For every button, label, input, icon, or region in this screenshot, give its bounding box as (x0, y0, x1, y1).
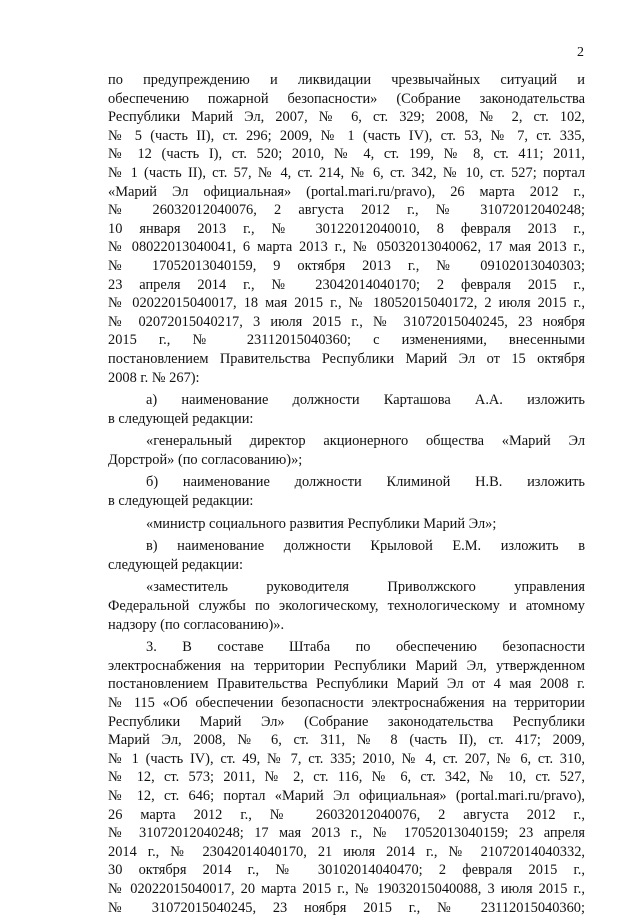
text-line: № 02022015040017, 20 марта 2015 г., № 19032015040088, 3 июля 2015 г., (108, 880, 585, 897)
text-line: № 1 (часть II), ст. 57, № 4, ст. 214, № 6, ст. 342, № 10, ст. 527; портал (108, 164, 585, 181)
text-line: 3. В составе Штаба по обеспечению безопасности (146, 639, 585, 656)
text-line: надзору (по согласованию)». (108, 616, 285, 633)
text-line: № 12, ст. 646; портал «Марий Эл официальная» (portal.mari.ru/pravo), (108, 787, 585, 804)
text-line: в) наименование должности Крыловой Е.М. изложить в (146, 538, 585, 555)
text-line: 2015 г., № 23112015040360; с изменениями, внесенными (108, 332, 585, 349)
text-line: 2014 г., № 23042014040170, 21 июля 2014 г., № 21072014040332, (108, 843, 585, 860)
text-line: по предупреждению и ликвидации чрезвычайных ситуаций и (108, 72, 585, 88)
text-line: 23 апреля 2014 г., № 23042014040170; 2 февраля 2015 г., (108, 276, 585, 293)
text-line: постановлением Правительства Республики Марий Эл от 4 мая 2008 г. (108, 676, 585, 693)
text-line: постановлением Правительства Республики Марий Эл от 15 октября (108, 350, 585, 367)
text-line: № 08022013040041, 6 марта 2013 г., № 05032013040062, 17 мая 2013 г., (108, 239, 585, 256)
text-line: 2008 г. № 267): (108, 369, 200, 386)
text-line: № 115 «Об обеспечении безопасности электроснабжения на территории (108, 695, 585, 711)
text-line: № 31072012040248; 17 мая 2013 г., № 17052013040159; 23 апреля (108, 825, 585, 842)
text-line: «министр социального развития Республики Марий Эл»; (146, 515, 497, 532)
text-line: 26 марта 2012 г., № 26032012040076, 2 августа 2012 г., (108, 806, 585, 823)
text-line: 10 января 2013 г., № 30122012040010, 8 февраля 2013 г., (108, 220, 585, 237)
text-line: Республики Марий Эл» (Собрание законодательства Республики (108, 713, 585, 730)
text-line: «заместитель руководителя Приволжского управления (146, 579, 585, 596)
text-line: № 1 (часть IV), ст. 49, № 7, ст. 335; 2010, № 4, ст. 207, № 6, ст. 310, (108, 750, 585, 767)
text-line: № 26032012040076, 2 августа 2012 г., № 31072012040248; (108, 202, 585, 219)
text-line: Дорстрой» (по согласованию)»; (108, 451, 303, 468)
document-body (108, 71, 585, 917)
page-number: 2 (577, 45, 584, 60)
text-line: электроснабжения на территории Республики Марий Эл, утвержденном (108, 657, 585, 674)
text-line: следующей редакции: (108, 556, 243, 573)
text-line: б) наименование должности Климиной Н.В. изложить (146, 474, 585, 491)
text-line: «Марий Эл официальная» (portal.mari.ru/pravo), 26 марта 2012 г., (108, 183, 585, 200)
text-line: Федеральной службы по экологическому, технологическому и атомному (108, 598, 585, 615)
text-line: № 17052013040159, 9 октября 2013 г., № 09102013040303; (108, 257, 585, 274)
text-line: Марий Эл, 2008, № 6, ст. 311, № 8 (часть II), ст. 417; 2009, (108, 732, 585, 749)
text-line: а) наименование должности Карташова А.А. изложить (146, 392, 585, 409)
text-line: № 12 (часть I), ст. 520; 2010, № 4, ст. 199, № 8, ст. 411; 2011, (108, 146, 585, 163)
text-line: 30 октября 2014 г., № 30102014040470; 2 февраля 2015 г., (108, 862, 585, 879)
text-line: Республики Марий Эл, 2007, № 6, ст. 329; 2008, № 2, ст. 102, (108, 109, 585, 126)
text-line: в следующей редакции: (108, 410, 254, 427)
text-line: в следующей редакции: (108, 493, 254, 510)
text-line: «генеральный директор акционерного общества «Марий Эл (146, 433, 585, 450)
text-line: № 02022015040017, 18 мая 2015 г., № 18052015040172, 2 июля 2015 г., (108, 295, 585, 312)
text-line: № 12, ст. 573; 2011, № 2, ст. 116, № 6, ст. 342, № 10, ст. 527, (108, 769, 585, 786)
text-line: № 31072015040245, 23 ноября 2015 г., № 23112015040360; (108, 899, 585, 916)
text-line: № 02072015040217, 3 июля 2015 г., № 31072015040245, 23 ноября (108, 313, 585, 330)
text-line: № 5 (часть II), ст. 296; 2009, № 1 (часть IV), ст. 53, № 7, ст. 335, (108, 127, 585, 144)
text-line: обеспечению пожарной безопасности» (Собрание законодательства (108, 90, 585, 107)
